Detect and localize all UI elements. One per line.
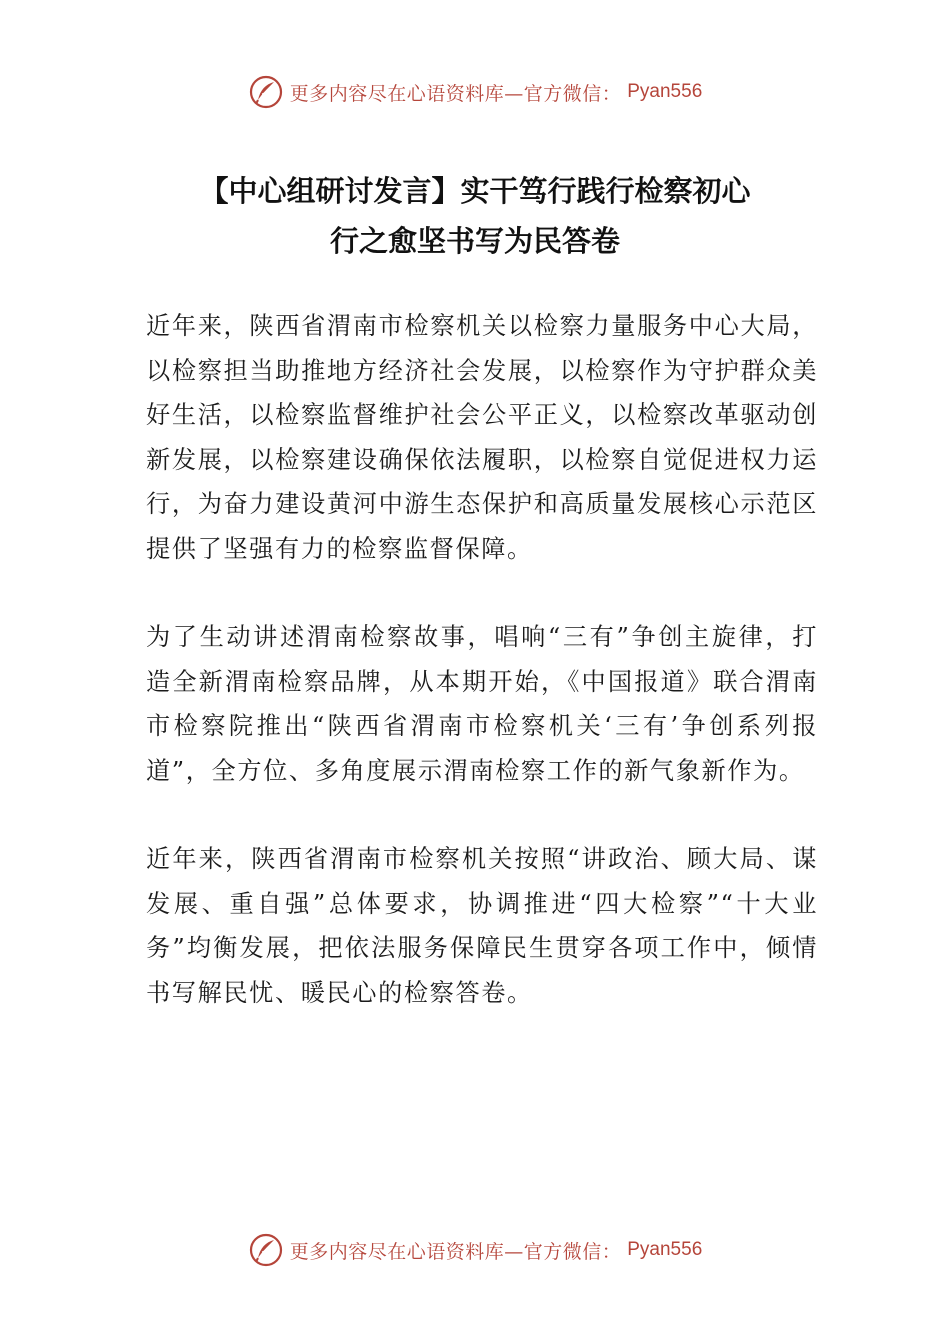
banner-account: Pyan556 — [627, 81, 703, 102]
paragraph-3: 近年来，陕西省渭南市检察机关按照“讲政治、顾大局、谋发展、重自强”总体要求，协调推进“四大检察”“十大业务”均衡发展，把依法服务保障民生贯穿各项工作中，倾情书写解民忧、暖民心的检察答卷。 — [146, 845, 818, 1007]
feather-pen-logo-icon — [248, 74, 284, 110]
title-line-2: 行之愈坚书写为民答卷 — [329, 224, 620, 258]
paragraph-1: 近年来，陕西省渭南市检察机关以检察力量服务中心大局，以检察担当助推地方经济社会发展，以检察作为守护群众美好生活，以检察监督维护社会公平正义，以检察改革驱动创新发展，以检察建设确保依法履职，以检察自觉促进权力运行，为奋力建设黄河中游生态保护和高质量发展核心示范区提供了坚强有力的检察监督保障。 — [146, 312, 818, 563]
document-title — [100, 166, 850, 266]
banner-text: 更多内容尽在心语资料库—官方微信： — [289, 82, 622, 105]
title-line-1: 【中心组研讨发言】实干笃行践行检察初心 — [199, 174, 751, 208]
header-banner — [0, 72, 950, 112]
banner-account: Pyan556 — [627, 1239, 703, 1260]
banner-text: 更多内容尽在心语资料库—官方微信： — [289, 1240, 622, 1263]
footer-banner — [0, 1230, 950, 1270]
document-body — [146, 304, 818, 1059]
feather-pen-logo-icon — [248, 1232, 284, 1268]
paragraph-2: 为了生动讲述渭南检察故事，唱响“三有”争创主旋律，打造全新渭南检察品牌，从本期开始，《中国报道》联合渭南市检察院推出“陕西省渭南市检察机关‘三有’争创系列报道”，全方位、多角度展示渭南检察工作的新气象新作为。 — [146, 623, 818, 785]
